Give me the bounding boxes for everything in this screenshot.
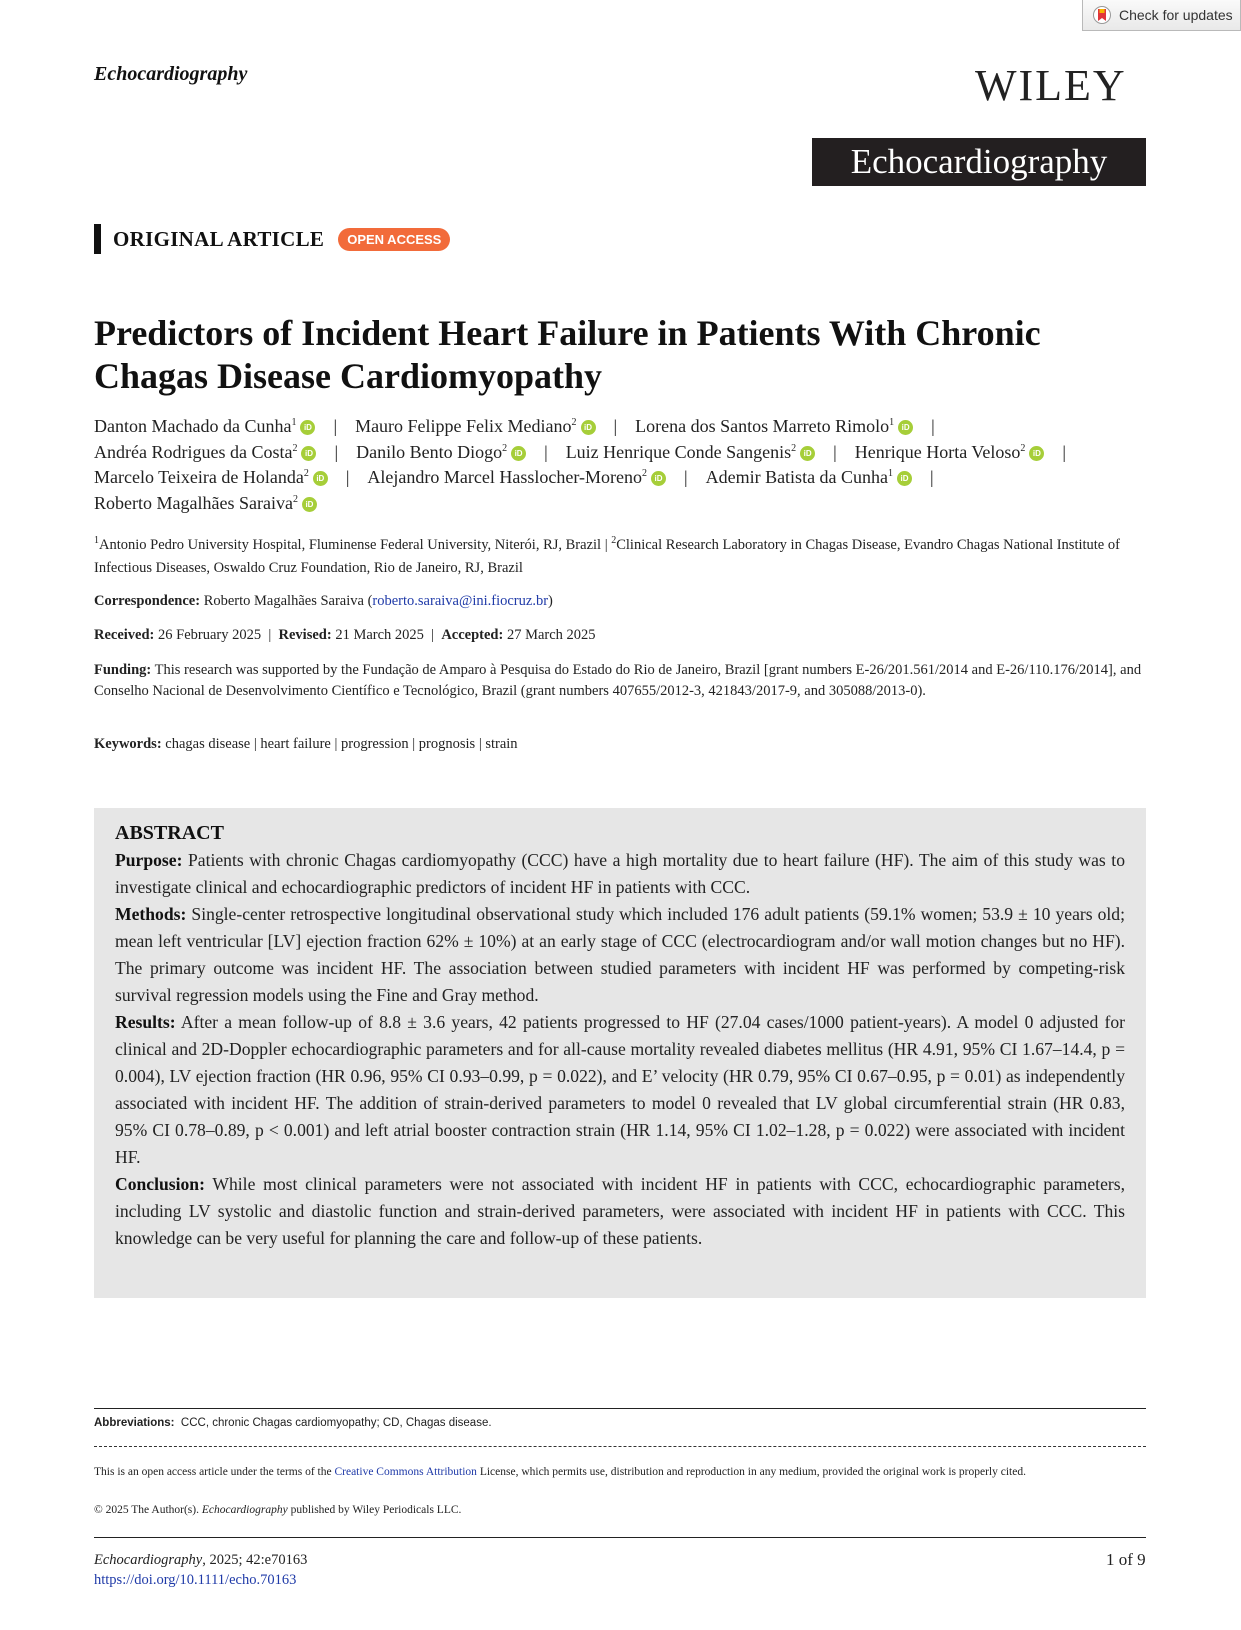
dashed-divider [94, 1446, 1146, 1447]
author [566, 442, 815, 462]
author-separator: | [683, 467, 688, 487]
abstract-results [115, 1009, 1125, 1171]
author-name: Roberto Magalhães Saraiva [94, 492, 293, 513]
orcid-icon[interactable]: iD [651, 471, 666, 486]
check-for-updates-label: Check for updates [1119, 7, 1233, 23]
author-affil-sup: 2 [292, 442, 298, 454]
author-separator: | [333, 416, 338, 436]
purpose-label: Purpose: [115, 850, 183, 870]
orcid-icon[interactable]: iD [302, 497, 317, 512]
correspondence-name: Roberto Magalhães Saraiva [203, 593, 364, 609]
affil-2: Clinical Research Laboratory in Chagas Disease, Evandro Chagas National Institute of Infectious Diseases, Oswaldo Cruz Foundation, Rio de Janeiro, RJ, Brazil [94, 536, 1120, 576]
affil-2-sup: 2 [611, 535, 617, 546]
results-text: After a mean follow-up of 8.8 ± 3.6 years, 42 patients progressed to HF (27.04 cases/1000 patient-years). A model 0 adjusted for clinical and 2D-Doppler echocardiographic parameters and for all-cause mortality revealed diabetes mellitus (HR 4.91, 95% CI 1.67–14.4, p = 0.004), LV ejection fraction (HR 0.96, 95% CI 0.93–0.99, p = 0.022), and E’ velocity (HR 0.79, 95% CI 0.67–0.95, p = 0.01) as independently associated with incident HF. The addition of strain-derived parameters to model 0 revealed that LV global circumferential strain (HR 0.83, 95% CI 0.78–0.89, p < 0.001) and left atrial booster contraction strain (HR 1.14, 95% CI 1.02–1.28, p = 0.022) were associated with incident HF. [115, 1012, 1125, 1167]
author [94, 416, 315, 436]
author-affil-sup: 2 [641, 468, 647, 479]
abbreviations-label: Abbreviations: [94, 1417, 175, 1429]
author-name: Mauro Felippe Felix Mediano [355, 416, 572, 436]
author-separator: | [930, 467, 934, 487]
article-type-bar [94, 224, 101, 254]
orcid-icon[interactable]: iD [300, 420, 315, 435]
article-dates [94, 625, 1154, 646]
abbreviations-text: CCC, chronic Chagas cardiomyopathy; CD, Chagas disease. [180, 1417, 492, 1429]
author-separator: | [931, 416, 935, 436]
author-affil-sup: 2 [791, 442, 797, 454]
author-name: Ademir Batista da Cunha [705, 467, 889, 487]
check-for-updates-button[interactable] [1082, 0, 1241, 31]
methods-text: Single-center retrospective longitudinal observational study which included 176 adult patients (59.1% women; 53.9 ± 10 years old; mean left ventricular [LV] ejection fraction 62% ± 10%) at an early stage of CCC (electrocardiogram and/or wall motion changes but no HF). The primary outcome was incident HF. The association between studied parameters with incident HF was performed by competing-risk survival regression models using the Fine and Gray method. [115, 904, 1125, 1005]
author [855, 442, 1045, 462]
abstract-purpose [115, 847, 1125, 901]
author-affil-sup: 1 [888, 468, 894, 479]
author-affil-sup: 2 [571, 417, 577, 428]
author-name: Lorena dos Santos Marreto Rimolo [635, 416, 890, 436]
orcid-icon[interactable]: iD [581, 420, 596, 435]
author [706, 467, 912, 487]
creative-commons-link[interactable]: Creative Commons Attribution [334, 1466, 477, 1478]
accepted-label: Accepted: [441, 627, 504, 643]
copyright-post: published by Wiley Periodicals LLC. [290, 1504, 462, 1516]
abstract-conclusion [115, 1171, 1125, 1252]
orcid-icon[interactable]: iD [511, 446, 526, 461]
funding-label: Funding: [94, 662, 152, 678]
affil-1: Antonio Pedro University Hospital, Fluminense Federal University, Niterói, RJ, Brazil [99, 536, 602, 553]
license-note [94, 1462, 1146, 1483]
affil-sep: | [604, 536, 608, 553]
orcid-icon[interactable]: iD [898, 420, 913, 435]
journal-name-header: Echocardiography [94, 63, 248, 85]
copyright-pre: © 2025 The Author(s). [94, 1504, 199, 1516]
received-label: Received: [94, 627, 155, 643]
funding [94, 660, 1154, 702]
author-name: Danilo Bento Diogo [356, 441, 503, 462]
author-affil-sup: 1 [291, 417, 297, 428]
keywords-label: Keywords: [94, 736, 162, 752]
correspondence: Correspondence: Roberto Magalhães Saraiva (roberto.saraiva@ini.fiocruz.br) [94, 593, 553, 609]
author [94, 493, 317, 513]
orcid-icon[interactable]: iD [313, 471, 328, 486]
copyright-journal: Echocardiography [201, 1504, 288, 1516]
article-type-label: ORIGINAL ARTICLE [113, 226, 325, 251]
footer-citation [94, 1552, 307, 1569]
purpose-text: Patients with chronic Chagas cardiomyopathy (CCC) have a high mortality due to heart failure (HF). The aim of this study was to investigate clinical and echocardiographic predictors of incident HF in patients with CCC. [115, 850, 1125, 897]
author [355, 416, 595, 436]
author-separator: | [1062, 441, 1066, 462]
publisher-logo: WILEY [975, 61, 1127, 110]
abstract-methods [115, 901, 1125, 1009]
footer-doi [94, 1572, 296, 1589]
correspondence-label: Correspondence: [94, 593, 201, 609]
keywords [94, 734, 1154, 755]
correspondence-email-link[interactable]: roberto.saraiva@ini.fiocruz.br [372, 593, 549, 609]
author-name: Danton Machado da Cunha [94, 416, 292, 436]
footnote-divider [94, 1408, 1146, 1409]
copyright-note [94, 1504, 461, 1516]
open-access-badge: OPEN ACCESS [338, 228, 450, 251]
affiliations [94, 529, 1154, 580]
methods-label: Methods: [115, 904, 187, 924]
doi-link[interactable]: https://doi.org/10.1111/echo.70163 [94, 1572, 297, 1588]
abbreviations [94, 1417, 492, 1429]
dates-sep: | [431, 627, 435, 643]
orcid-icon[interactable]: iD [800, 446, 815, 461]
revised-date: 21 March 2025 [335, 627, 424, 643]
keywords-text: chagas disease | heart failure | progression | prognosis | strain [165, 736, 518, 752]
conclusion-label: Conclusion: [115, 1174, 205, 1194]
author-name: Henrique Horta Veloso [854, 441, 1021, 462]
author [635, 416, 913, 436]
accepted-date: 27 March 2025 [506, 627, 596, 643]
author-separator: | [833, 441, 837, 462]
author-name: Marcelo Teixeira de Holanda [94, 467, 304, 487]
author-separator: | [345, 467, 350, 487]
author-name: Andréa Rodrigues da Costa [94, 441, 293, 462]
author-separator: | [334, 441, 339, 462]
abstract-box [94, 808, 1146, 1298]
affil-1-sup: 1 [94, 535, 99, 546]
dates-sep: | [268, 627, 272, 643]
journal-title-banner: Echocardiography [812, 138, 1146, 186]
footer-divider [94, 1537, 1146, 1538]
license-pre: This is an open access article under the terms of the [94, 1466, 332, 1478]
bookmark-ribbon-icon [1093, 6, 1111, 24]
article-type-row [94, 224, 450, 254]
author-affil-sup: 2 [1020, 442, 1026, 454]
conclusion-text: While most clinical parameters were not associated with incident HF in patients with CCC, echocardiographic parameters, including LV systolic and diastolic function and strain-derived parameters, were associated with incident HF in patients with CCC. This knowledge can be very useful for planning the care and follow-up of these patients. [115, 1174, 1125, 1248]
footer-journal: Echocardiography [94, 1552, 203, 1568]
author [367, 467, 666, 487]
footer-volume: , 2025; 42:e70163 [202, 1552, 308, 1568]
author-affil-sup: 2 [303, 468, 309, 479]
author [356, 442, 526, 462]
author-name: Alejandro Marcel Hasslocher-Moreno [367, 467, 642, 487]
license-post: License, which permits use, distribution and reproduction in any medium, provided the original work is properly cited. [479, 1466, 1026, 1478]
author [94, 467, 328, 487]
author-affil-sup: 1 [889, 417, 895, 428]
revised-label: Revised: [278, 627, 332, 643]
author [94, 442, 316, 462]
author-affil-sup: 2 [502, 442, 508, 454]
author-name: Luiz Henrique Conde Sangenis [565, 441, 792, 462]
abstract-heading: ABSTRACT [115, 822, 224, 844]
results-label: Results: [115, 1012, 176, 1032]
received-date: 26 February 2025 [158, 627, 262, 643]
author-separator: | [544, 441, 548, 462]
orcid-icon[interactable]: iD [301, 446, 316, 461]
page-number: 1 of 9 [1106, 1550, 1146, 1569]
author-separator: | [613, 416, 618, 436]
author-affil-sup: 2 [292, 493, 298, 505]
orcid-icon[interactable]: iD [897, 471, 912, 486]
author-list [94, 412, 1160, 514]
orcid-icon[interactable]: iD [1029, 446, 1044, 461]
funding-text: This research was supported by the Fundação de Amparo à Pesquisa do Estado do Rio de Janeiro, Brazil [grant numbers E-26/201.561/2014 and E-26/110.176/2014], and Conselho Nacional de Desenvolvimento Científico e Tecnológico, Brazil (grant numbers 407655/2012-3, 421843/2017-9, and 305088/2013-0). [94, 662, 1142, 699]
article-title: Predictors of Incident Heart Failure in Patients With Chronic Chagas Disease Cardiomyopathy [94, 313, 1041, 396]
